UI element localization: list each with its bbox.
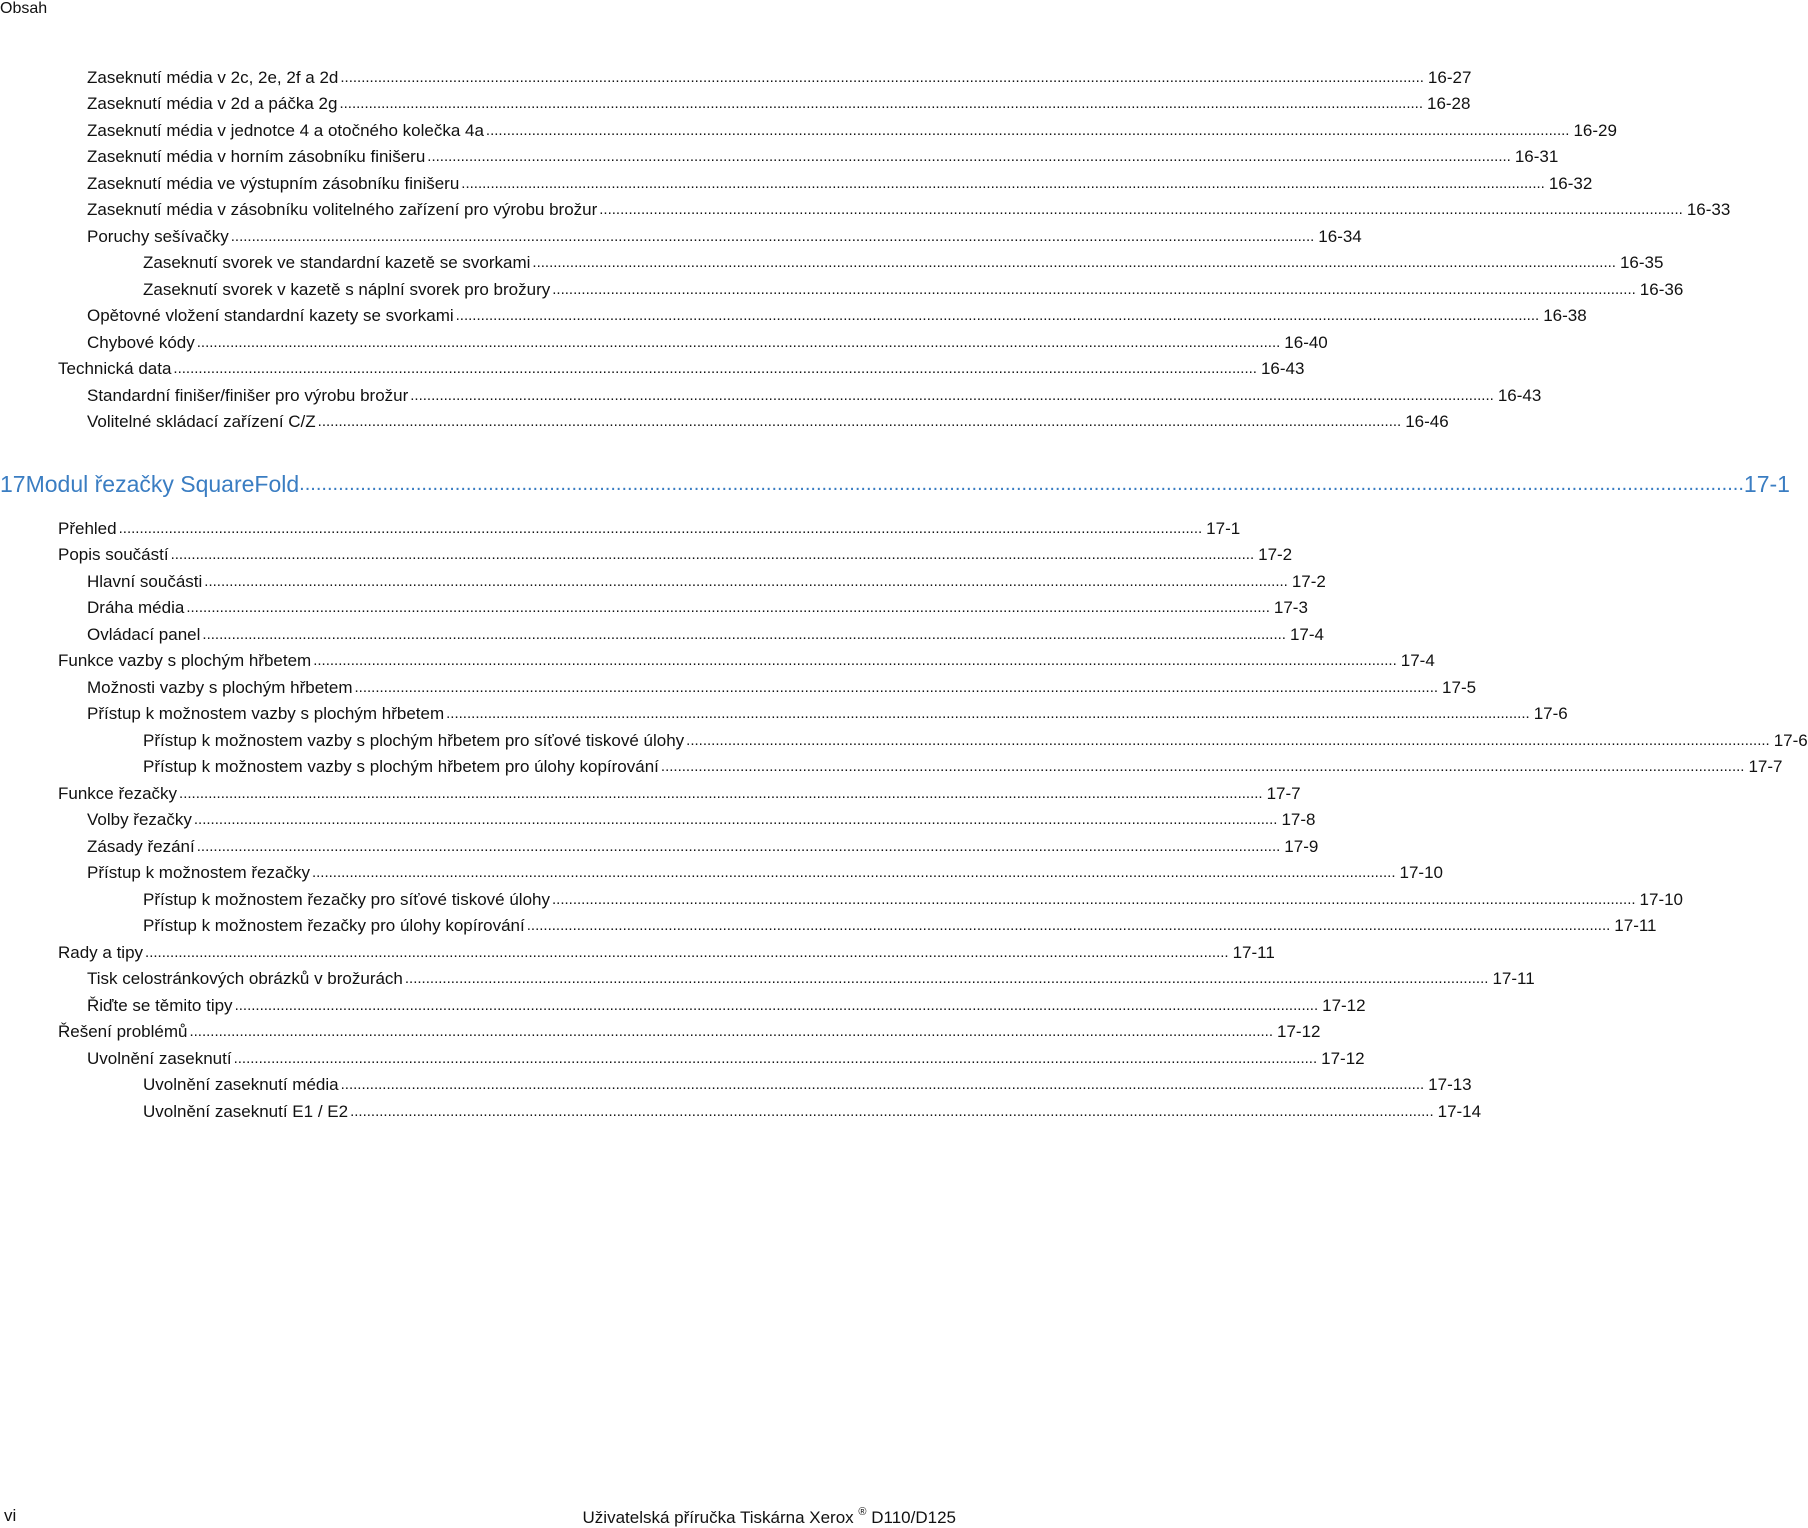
leader-dots: .................................................................................................................................................................................................................................................................... — [404, 970, 1489, 987]
leader-dots: .................................................................................................................................................................................................................................................................... — [233, 1049, 1318, 1067]
toc-entry[interactable] — [58, 990, 1366, 1017]
toc-entry-page: 17-1 — [1206, 518, 1241, 538]
toc-entry[interactable] — [58, 884, 1684, 911]
toc-entry[interactable] — [58, 1043, 1365, 1070]
toc-entry[interactable] — [58, 858, 1443, 885]
chapter-heading[interactable] — [0, 466, 1790, 498]
toc-entry-title: Zaseknutí média v zásobníku volitelného zařízení pro výrobu brožur — [87, 200, 598, 219]
toc-entry-page: 17-11 — [1614, 916, 1657, 935]
toc-entry-page: 17-7 — [1266, 783, 1301, 803]
toc-entry-title: Technická data — [58, 359, 172, 378]
toc-entry-page: 16-43 — [1260, 359, 1305, 378]
toc-entry[interactable] — [58, 142, 1559, 169]
toc-entry-title: Zaseknutí média v 2c, 2e, 2f a 2d — [87, 67, 339, 87]
toc-entry-title: Volby řezačky — [87, 810, 192, 829]
leader-dots: .................................................................................................................................................................................................................................................................... — [313, 652, 1397, 669]
toc-entry-page: 16-43 — [1497, 385, 1542, 405]
toc-entry-page: 17-8 — [1281, 810, 1316, 829]
toc-entry-title: Řešení problémů — [58, 1022, 188, 1041]
toc-entry-page: 17-13 — [1428, 1075, 1472, 1094]
toc-chapter-list — [58, 513, 1808, 1123]
leader-dots: .................................................................................................................................................................................................................................................................... — [532, 254, 1616, 271]
leader-dots: .................................................................................................................................................................................................................................................................... — [202, 625, 1286, 643]
leader-dots: .................................................................................................................................................................................................................................................................... — [340, 1076, 1425, 1093]
leader-dots: .................................................................................................................................................................................................................................................................... — [551, 890, 1636, 908]
toc-entry-page: 17-2 — [1291, 571, 1326, 591]
toc-entry-page: 16-32 — [1548, 173, 1593, 193]
toc-entry-page: 16-36 — [1639, 279, 1684, 299]
toc-entry[interactable] — [58, 407, 1449, 434]
toc-entry-page: 16-40 — [1284, 332, 1328, 352]
registered-mark: ® — [858, 1506, 867, 1518]
leader-dots: .................................................................................................................................................................................................................................................................... — [660, 758, 1745, 775]
chapter-leader-dots: .................................................................................................................................................................................................................................................................... — [299, 473, 1744, 495]
toc-entry-page: 16-31 — [1514, 147, 1559, 166]
toc-entry-title: Zaseknutí svorek v kazetě s náplní svorek pro brožury — [143, 279, 551, 299]
toc-entry-title: Standardní finišer/finišer pro výrobu brožur — [87, 385, 409, 405]
toc-entry-title: Přehled — [58, 518, 117, 538]
toc-entry-title: Hlavní součásti — [87, 571, 203, 591]
toc-entry-title: Dráha média — [87, 598, 185, 617]
toc-entry-page: 16-35 — [1619, 253, 1664, 272]
toc-entry-page: 17-12 — [1321, 1048, 1365, 1068]
leader-dots: .................................................................................................................................................................................................................................................................... — [118, 519, 1203, 537]
leader-dots: .................................................................................................................................................................................................................................................................... — [455, 307, 1540, 324]
toc-entry[interactable] — [58, 566, 1326, 593]
toc-entry[interactable] — [58, 752, 1783, 779]
chapter-number: 17 — [0, 471, 26, 497]
toc-entry[interactable] — [58, 62, 1472, 89]
toc-entry-title: Možnosti vazby s plochým hřbetem — [87, 677, 353, 697]
toc-entry-title: Poruchy sešívačky — [87, 226, 229, 246]
toc-entry-page: 16-34 — [1318, 226, 1362, 246]
toc-entry-title: Zaseknutí média v horním zásobníku finišeru — [87, 147, 426, 166]
toc-entry[interactable] — [58, 195, 1731, 222]
leader-dots: .................................................................................................................................................................................................................................................................... — [354, 678, 1439, 696]
footer-title-prefix: Uživatelská příručka Tiskárna Xerox — [582, 1508, 854, 1527]
toc-entry[interactable] — [58, 699, 1568, 726]
leader-dots: .................................................................................................................................................................................................................................................................... — [599, 201, 1683, 218]
toc-entry-title: Přístup k možnostem řezačky — [87, 863, 310, 882]
leader-dots: .................................................................................................................................................................................................................................................................... — [340, 68, 1424, 86]
leader-dots: .................................................................................................................................................................................................................................................................... — [196, 837, 1281, 855]
footer-title-suffix: D110/D125 — [871, 1508, 956, 1527]
toc-entry[interactable] — [58, 778, 1301, 805]
toc-entry-page: 17-5 — [1442, 677, 1477, 697]
toc-entry-page: 17-4 — [1400, 651, 1435, 670]
leader-dots: .................................................................................................................................................................................................................................................................... — [204, 572, 1288, 590]
toc-entry-title: Ovládací panel — [87, 624, 201, 644]
toc-entry-title: Funkce vazby s plochým hřbetem — [58, 651, 312, 670]
leader-dots: .................................................................................................................................................................................................................................................................... — [410, 386, 1494, 404]
toc-entry-title: Volitelné skládací zařízení C/Z — [87, 412, 316, 431]
toc-entry-page: 17-6 — [1773, 730, 1808, 750]
toc-entry-page: 17-11 — [1492, 969, 1535, 988]
toc-entry-page: 16-27 — [1427, 67, 1472, 87]
leader-dots: .................................................................................................................................................................................................................................................................... — [173, 360, 1257, 377]
leader-dots: .................................................................................................................................................................................................................................................................... — [179, 784, 1263, 802]
toc-entry[interactable] — [58, 380, 1542, 407]
toc-entry-title: Zaseknutí svorek ve standardní kazetě se svorkami — [143, 253, 531, 272]
toc-entry-page: 17-2 — [1258, 545, 1293, 564]
toc-entry-title: Přístup k možnostem vazby s plochým hřbetem — [87, 704, 445, 723]
leader-dots: .................................................................................................................................................................................................................................................................... — [193, 811, 1278, 828]
toc-entry[interactable] — [58, 619, 1324, 646]
toc-entry-title: Opětovné vložení standardní kazety se svorkami — [87, 306, 454, 325]
leader-dots: .................................................................................................................................................................................................................................................................... — [234, 996, 1319, 1014]
toc-entry-title: Zaseknutí média v 2d a páčka 2g — [87, 94, 338, 113]
leader-dots: .................................................................................................................................................................................................................................................................... — [189, 1023, 1274, 1040]
running-header: Obsah — [0, 0, 48, 17]
toc-entry-title: Přístup k možnostem vazby s plochým hřbetem pro síťové tiskové úlohy — [143, 730, 685, 750]
leader-dots: .................................................................................................................................................................................................................................................................... — [339, 95, 1423, 112]
toc-entry[interactable] — [58, 725, 1808, 752]
leader-dots: .................................................................................................................................................................................................................................................................... — [170, 546, 1255, 563]
toc-entry[interactable] — [58, 1096, 1482, 1123]
toc-entry-title: Uvolnění zaseknutí — [87, 1048, 232, 1068]
toc-entry[interactable] — [58, 805, 1316, 832]
toc-entry-page: 16-38 — [1543, 306, 1587, 325]
toc-entry-page: 17-4 — [1289, 624, 1324, 644]
toc-entry-title: Řiďte se těmito tipy — [87, 995, 233, 1015]
leader-dots: .................................................................................................................................................................................................................................................................... — [427, 148, 1511, 165]
leader-dots: .................................................................................................................................................................................................................................................................... — [145, 943, 1229, 961]
toc-entry-page: 16-29 — [1573, 120, 1617, 140]
toc-entry-title: Přístup k možnostem řezačky pro úlohy kopírování — [143, 916, 525, 935]
toc-entry-page: 17-10 — [1399, 863, 1443, 882]
toc-entry[interactable] — [58, 672, 1477, 699]
toc-continued-list — [58, 62, 1731, 433]
toc-entry-title: Popis součástí — [58, 545, 169, 564]
toc-entry-title: Přístup k možnostem vazby s plochým hřbetem pro úlohy kopírování — [143, 757, 659, 776]
toc-entry-title: Funkce řezačky — [58, 783, 178, 803]
toc-entry-page: 16-46 — [1405, 412, 1449, 431]
toc-entry[interactable] — [58, 274, 1684, 301]
toc-entry-title: Přístup k možnostem řezačky pro síťové tiskové úlohy — [143, 889, 550, 909]
toc-entry-page: 17-6 — [1533, 704, 1568, 723]
chapter-title: Modul řezačky SquareFold — [25, 471, 300, 497]
toc-entry[interactable] — [58, 937, 1275, 964]
leader-dots: .................................................................................................................................................................................................................................................................... — [446, 705, 1530, 722]
toc-entry-page: 17-12 — [1322, 995, 1366, 1015]
toc-entry-title: Zaseknutí média v jednotce 4 a otočného kolečka 4a — [87, 120, 484, 140]
toc-entry[interactable] — [58, 168, 1593, 195]
toc-entry[interactable] — [58, 964, 1535, 991]
toc-entry[interactable] — [58, 831, 1319, 858]
toc-entry[interactable] — [58, 540, 1293, 567]
toc-entry-page: 17-7 — [1748, 757, 1783, 776]
leader-dots: .................................................................................................................................................................................................................................................................... — [552, 280, 1636, 298]
toc-entry[interactable] — [58, 301, 1587, 328]
toc-entry-page: 17-11 — [1232, 942, 1275, 962]
leader-dots: .................................................................................................................................................................................................................................................................... — [230, 227, 1315, 245]
toc-entry[interactable] — [58, 513, 1241, 540]
toc-entry[interactable] — [58, 327, 1328, 354]
toc-entry[interactable] — [58, 911, 1657, 938]
toc-entry-title: Rady a tipy — [58, 942, 144, 962]
toc-entry-page: 17-9 — [1284, 836, 1319, 856]
toc-entry[interactable] — [58, 593, 1308, 620]
toc-entry-page: 17-3 — [1273, 598, 1308, 617]
toc-entry-page: 17-10 — [1639, 889, 1684, 909]
toc-entry[interactable] — [58, 221, 1362, 248]
toc-entry[interactable] — [58, 1017, 1321, 1044]
toc-entry-page: 16-28 — [1426, 94, 1471, 113]
toc-entry[interactable] — [58, 1070, 1472, 1097]
toc-entry[interactable] — [58, 354, 1305, 381]
toc-entry-title: Chybové kódy — [87, 332, 195, 352]
leader-dots: .................................................................................................................................................................................................................................................................... — [317, 413, 1402, 430]
toc-entry[interactable] — [58, 646, 1435, 673]
toc-entry[interactable] — [58, 89, 1471, 116]
leader-dots: .................................................................................................................................................................................................................................................................... — [186, 599, 1270, 616]
toc-entry-title: Zaseknutí média ve výstupním zásobníku finišeru — [87, 173, 460, 193]
toc-entry-page: 17-12 — [1277, 1022, 1321, 1041]
leader-dots: .................................................................................................................................................................................................................................................................... — [311, 864, 1396, 881]
toc-entry[interactable] — [58, 115, 1617, 142]
toc-entry-page: 16-33 — [1686, 200, 1731, 219]
leader-dots: .................................................................................................................................................................................................................................................................... — [461, 174, 1545, 192]
footer-document-title — [583, 1506, 956, 1528]
toc-entry-title: Uvolnění zaseknutí E1 / E2 — [143, 1101, 349, 1121]
leader-dots: .................................................................................................................................................................................................................................................................... — [686, 731, 1770, 749]
leader-dots: .................................................................................................................................................................................................................................................................... — [350, 1102, 1434, 1120]
toc-entry-page: 17-14 — [1437, 1101, 1482, 1121]
toc-entry-title: Zásady řezání — [87, 836, 195, 856]
toc-entry[interactable] — [58, 248, 1664, 275]
leader-dots: .................................................................................................................................................................................................................................................................... — [485, 121, 1570, 139]
footer-page-number: vi — [4, 1506, 17, 1525]
leader-dots: .................................................................................................................................................................................................................................................................... — [526, 917, 1611, 934]
leader-dots: .................................................................................................................................................................................................................................................................... — [196, 333, 1281, 351]
toc-entry-title: Tisk celostránkových obrázků v brožurách — [87, 969, 403, 988]
chapter-page: 17-1 — [1743, 471, 1790, 497]
toc-entry-title: Uvolnění zaseknutí média — [143, 1075, 339, 1094]
